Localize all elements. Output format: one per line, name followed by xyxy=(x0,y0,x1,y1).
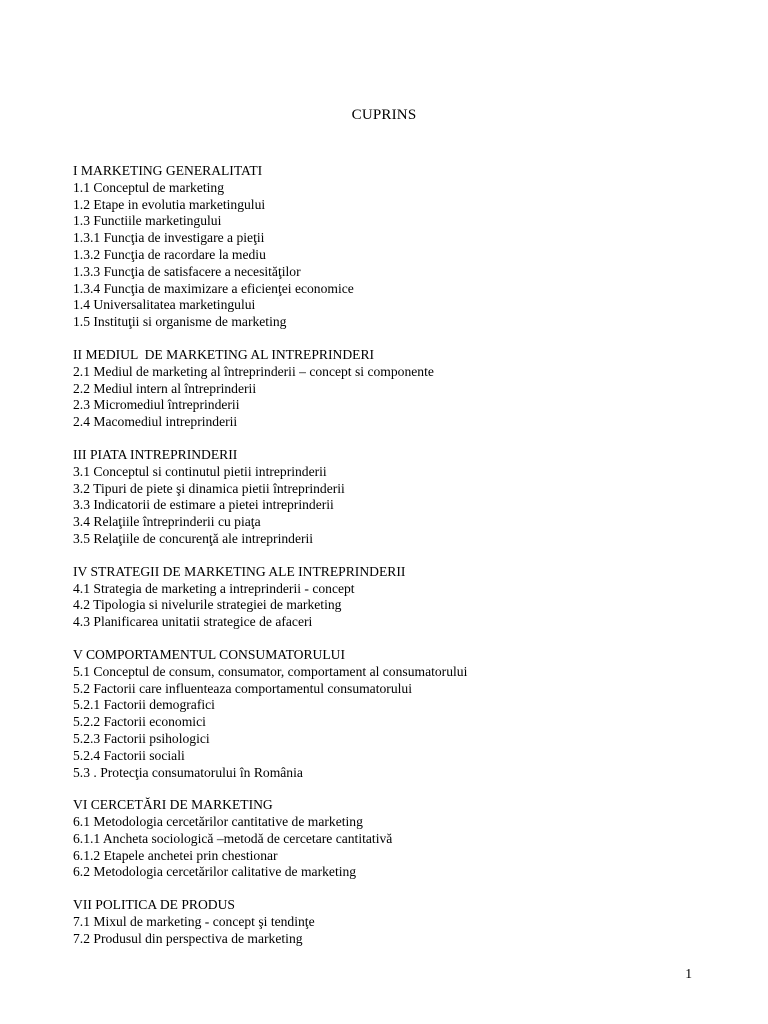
toc-entry: 3.3 Indicatorii de estimare a pietei intreprinderii xyxy=(73,497,334,513)
toc-section-6 xyxy=(73,797,713,881)
toc-entry: 1.5 Instituţii si organisme de marketing xyxy=(73,314,287,330)
section-heading: IV STRATEGII DE MARKETING ALE INTREPRINDERII xyxy=(73,563,406,579)
toc-entry: 2.1 Mediul de marketing al întreprinderii – concept si componente xyxy=(73,363,434,379)
section-heading: III PIATA INTREPRINDERII xyxy=(73,446,238,462)
toc-entry: 5.2.1 Factorii demografici xyxy=(73,697,215,713)
toc-entry: 1.3.2 Funcţia de racordare la mediu xyxy=(73,246,266,262)
toc-entry: 5.2.4 Factorii sociali xyxy=(73,747,185,763)
toc-entry: 7.1 Mixul de marketing - concept şi tendinţe xyxy=(73,914,315,930)
toc-section-1 xyxy=(73,163,713,331)
toc-entry: 5.2.3 Factorii psihologici xyxy=(73,730,210,746)
toc-entry: 4.1 Strategia de marketing a intreprinderii - concept xyxy=(73,580,355,596)
toc-entry: 6.1.2 Etapele anchetei prin chestionar xyxy=(73,847,278,863)
toc-entry: 5.2.2 Factorii economici xyxy=(73,714,206,730)
toc-section-5 xyxy=(73,647,713,781)
toc-entry: 3.1 Conceptul si continutul pietii intreprinderii xyxy=(73,463,327,479)
toc-entry: 3.5 Relaţiile de concurenţă ale intreprinderii xyxy=(73,530,314,546)
section-heading: II MEDIUL DE MARKETING AL INTREPRINDERI xyxy=(73,346,375,362)
toc-entry: 4.3 Planificarea unitatii strategice de afaceri xyxy=(73,614,313,630)
toc-entry: 7.2 Produsul din perspectiva de marketing xyxy=(73,930,303,946)
toc-entry: 1.3.1 Funcţia de investigare a pieţii xyxy=(73,230,265,246)
page-title: CUPRINS xyxy=(351,107,417,123)
toc-entry: 2.2 Mediul intern al întreprinderii xyxy=(73,380,257,396)
toc-entry: 1.3.3 Funcţia de satisfacere a necesităţilor xyxy=(73,263,301,279)
section-heading: V COMPORTAMENTUL CONSUMATORULUI xyxy=(73,646,346,662)
toc-entry: 3.2 Tipuri de piete şi dinamica pietii întreprinderii xyxy=(73,480,345,496)
toc-entry: 5.1 Conceptul de consum, consumator, comportament al consumatorului xyxy=(73,663,468,679)
toc-entry: 1.1 Conceptul de marketing xyxy=(73,179,225,195)
toc-entry: 6.1.1 Ancheta sociologică –metodă de cercetare cantitativă xyxy=(73,830,393,846)
toc-entry: 5.2 Factorii care influenteaza comportamentul consumatorului xyxy=(73,680,412,696)
toc-section-3 xyxy=(73,447,713,548)
toc-entry: 2.3 Micromediul întreprinderii xyxy=(73,397,240,413)
toc-entry: 1.2 Etape in evolutia marketingului xyxy=(73,196,266,212)
table-of-contents xyxy=(73,163,713,964)
toc-entry: 4.2 Tipologia si nivelurile strategiei de marketing xyxy=(73,597,342,613)
section-heading: I MARKETING GENERALITATI xyxy=(73,163,263,178)
toc-entry: 1.4 Universalitatea marketingului xyxy=(73,297,256,313)
toc-entry: 3.4 Relaţiile întreprinderii cu piaţa xyxy=(73,514,261,530)
toc-entry: 6.1 Metodologia cercetărilor cantitative de marketing xyxy=(73,814,363,830)
page-number: 1 xyxy=(685,966,692,981)
toc-entry: 1.3.4 Funcţia de maximizare a eficienţei economice xyxy=(73,280,354,296)
toc-section-7 xyxy=(73,897,713,947)
section-heading: VII POLITICA DE PRODUS xyxy=(73,897,235,913)
toc-section-4 xyxy=(73,564,713,631)
toc-entry: 2.4 Macomediul intreprinderii xyxy=(73,414,238,430)
section-heading: VI CERCETĂRI DE MARKETING xyxy=(73,797,273,813)
toc-entry: 5.3 . Protecţia consumatorului în România xyxy=(73,764,303,780)
toc-entry: 1.3 Functiile marketingului xyxy=(73,213,222,229)
toc-entry: 6.2 Metodologia cercetărilor calitative de marketing xyxy=(73,864,357,880)
toc-section-2 xyxy=(73,347,713,431)
